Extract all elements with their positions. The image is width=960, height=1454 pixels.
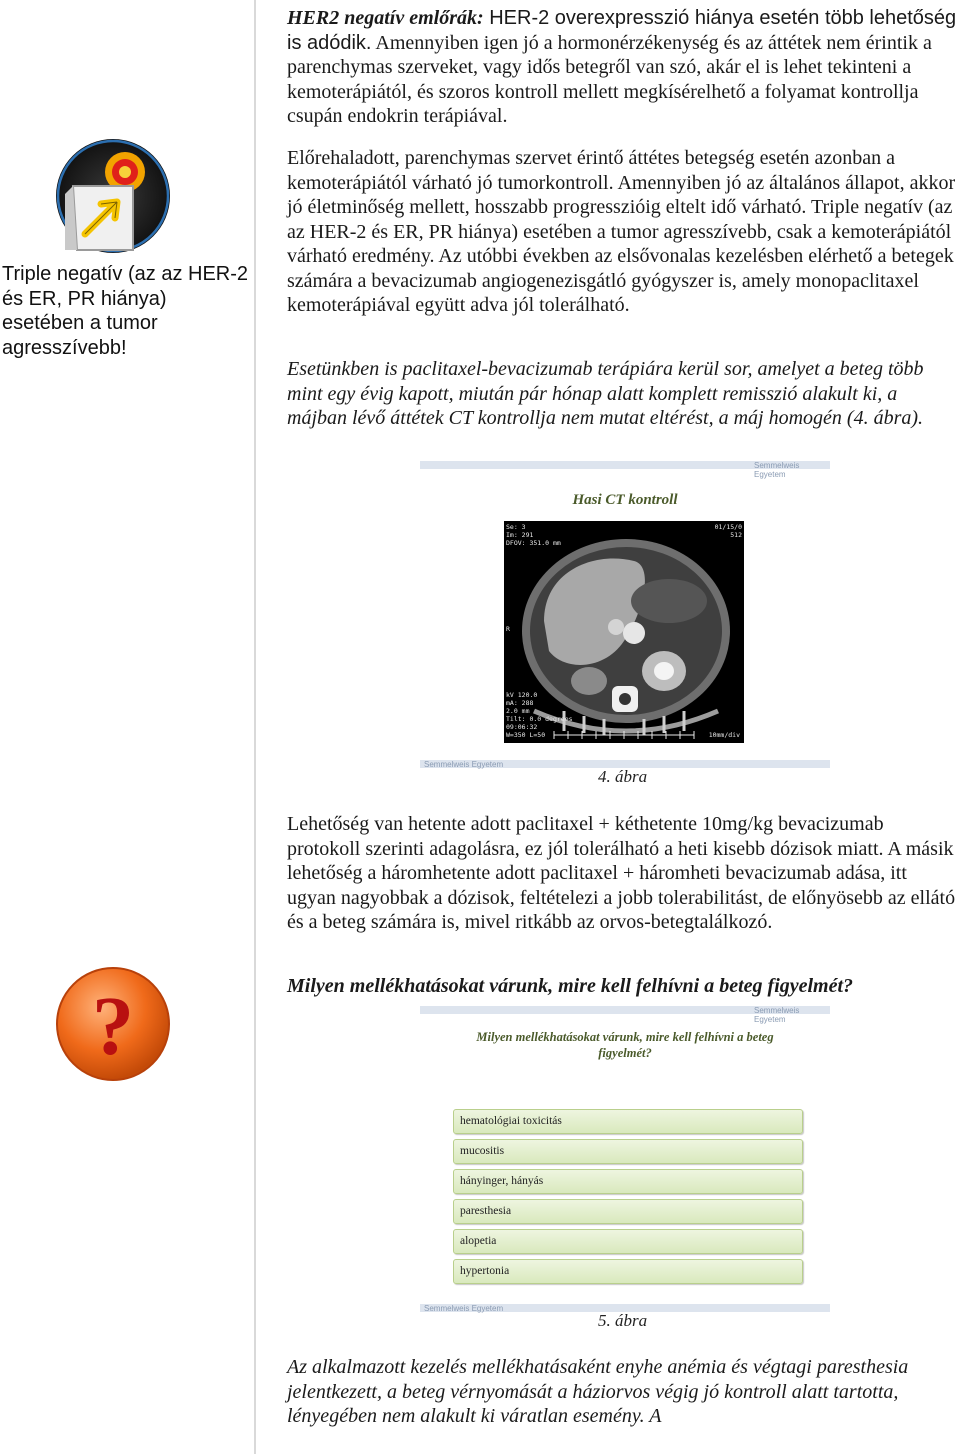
paragraph-body: Amennyiben igen jó a hormonérzékenység és az áttétek nem érintik a parenchymas szerveket, vagy idős betegről van szó, akár el is lehet tekinteni a kemoterápiától, és szoros kontroll mellett megkísérelhető a folyamat kontrollja csupán endokrin terápiával. — [287, 31, 932, 127]
slide-brand-top: Semmelweis Egyetem — [754, 461, 800, 479]
paragraph-her2-negative — [287, 6, 959, 129]
svg-text:?: ? — [92, 980, 134, 1073]
slide2-title-line2: figyelmét? — [598, 1046, 652, 1060]
slide2-brand-bottom: Semmelweis Egyetem — [424, 1304, 504, 1313]
side-effect-item: hányinger, hányás — [453, 1169, 803, 1194]
pointer-target-icon — [55, 138, 171, 254]
side-effect-item: hematológiai toxicitás — [453, 1109, 803, 1134]
sidebar — [0, 0, 254, 1454]
figure-caption-4: 4. ábra — [598, 767, 648, 786]
question-heading: Milyen mellékhatásokat várunk, mire kell felhívni a beteg figyelmét? — [287, 975, 854, 997]
slide-title: Hasi CT kontroll — [572, 492, 678, 508]
paragraph-outcome: Az alkalmazott kezelés mellékhatásaként enyhe anémia és végtagi paresthesia jelentkezett, a beteg vérnyomását a háziorvos végig jó kontroll alatt tartotta, lényegében nem alakult ki váratlan esemény. A — [287, 1356, 909, 1427]
ct-info-top-right: 01/15/0 512 — [714, 523, 742, 539]
slide2-title-line1: Milyen mellékhatásokat várunk, mire kell felhívni a beteg — [476, 1030, 774, 1044]
side-effect-item: hypertonia — [453, 1259, 803, 1284]
ct-orientation-label: R — [506, 625, 510, 633]
ct-info-top-left: Se: 3 Im: 291 DFOV: 351.0 mm — [506, 523, 561, 547]
paragraph-case: Esetünkben is paclitaxel-bevacizumab terápiára kerül sor, amelyet a beteg több mint egy évig kapott, miután pár hónap alatt komplett remisszió alakult ki, a májban lévő áttétek CT kontrollja nem mutat eltérést, a máj homogén (4. ábra). — [287, 358, 924, 429]
ct-info-bottom-left: kV 120.0 mA: 288 2.0 mm Tilt: 0.0 degrees 09:06:32 W=350 L=50 — [506, 691, 573, 739]
slide2-brand-top: Semmelweis Egyetem — [754, 1006, 800, 1024]
ct-scale-label: 10mm/div — [708, 731, 740, 739]
paragraph-lead-rest: HER-2 overexpresszió hiánya esetén több lehetőség is adódik. — [287, 7, 957, 54]
paragraph-lead: HER2 negatív emlőrák: — [287, 7, 484, 29]
column-divider — [254, 0, 256, 1454]
sidebar-note: Triple negatív (az az HER-2 és ER, PR hiánya) esetében a tumor agresszívebb! — [2, 263, 249, 359]
paragraph-advanced-b: Triple negatív (az az HER-2 és ER, PR hiánya) esetében a tumor agresszívebb, csak a kemoterápiától várható eredmény. Az utóbbi években az elsővonalas kezelésben elérhető a betegek számára a bevacizumab angiogenezisgátló gyógyszer is, amely monopaclitaxel kemoterápiával együtt adva jól tolerálható. — [287, 196, 954, 316]
paragraph-advanced-a: Előrehaladott, parenchymas szervet érintő áttétes betegség esetén azonban a kemoterápiától várható jó tumorkontroll. Amennyiben jó az általános állapot, akkor jó életminőség mellett, hosszabb progresszióig eltelt idő várható. — [287, 147, 956, 218]
side-effect-item: alopetia — [453, 1229, 803, 1254]
question-mark-icon — [55, 966, 171, 1082]
paragraph-advanced-disease — [287, 146, 959, 318]
paragraph-protocol: Lehetőség van hetente adott paclitaxel + kéthetente 10mg/kg bevacizumab protokoll szerinti adagolásra, ez jól tolerálható a heti kisebb dózisok miatt. A másik lehetőség a háromhetente adott paclitaxel + háromheti bevacizumab adása, itt ugyan nagyobbak a dózisok, feltételezi a jobb tolerabilitást, de előnyösebb az ellátó és a beteg számára is, mivel ritkább az orvos-betegtalálkozó. — [287, 813, 956, 933]
side-effect-item: paresthesia — [453, 1199, 803, 1224]
slide-brand-bottom: Semmelweis Egyetem — [424, 760, 504, 769]
figure-caption-5: 5. ábra — [598, 1311, 648, 1330]
slide-ct-control — [420, 461, 830, 791]
ct-scan-image — [504, 521, 744, 743]
side-effect-item: mucositis — [453, 1139, 803, 1164]
slide2-title — [420, 1029, 830, 1061]
